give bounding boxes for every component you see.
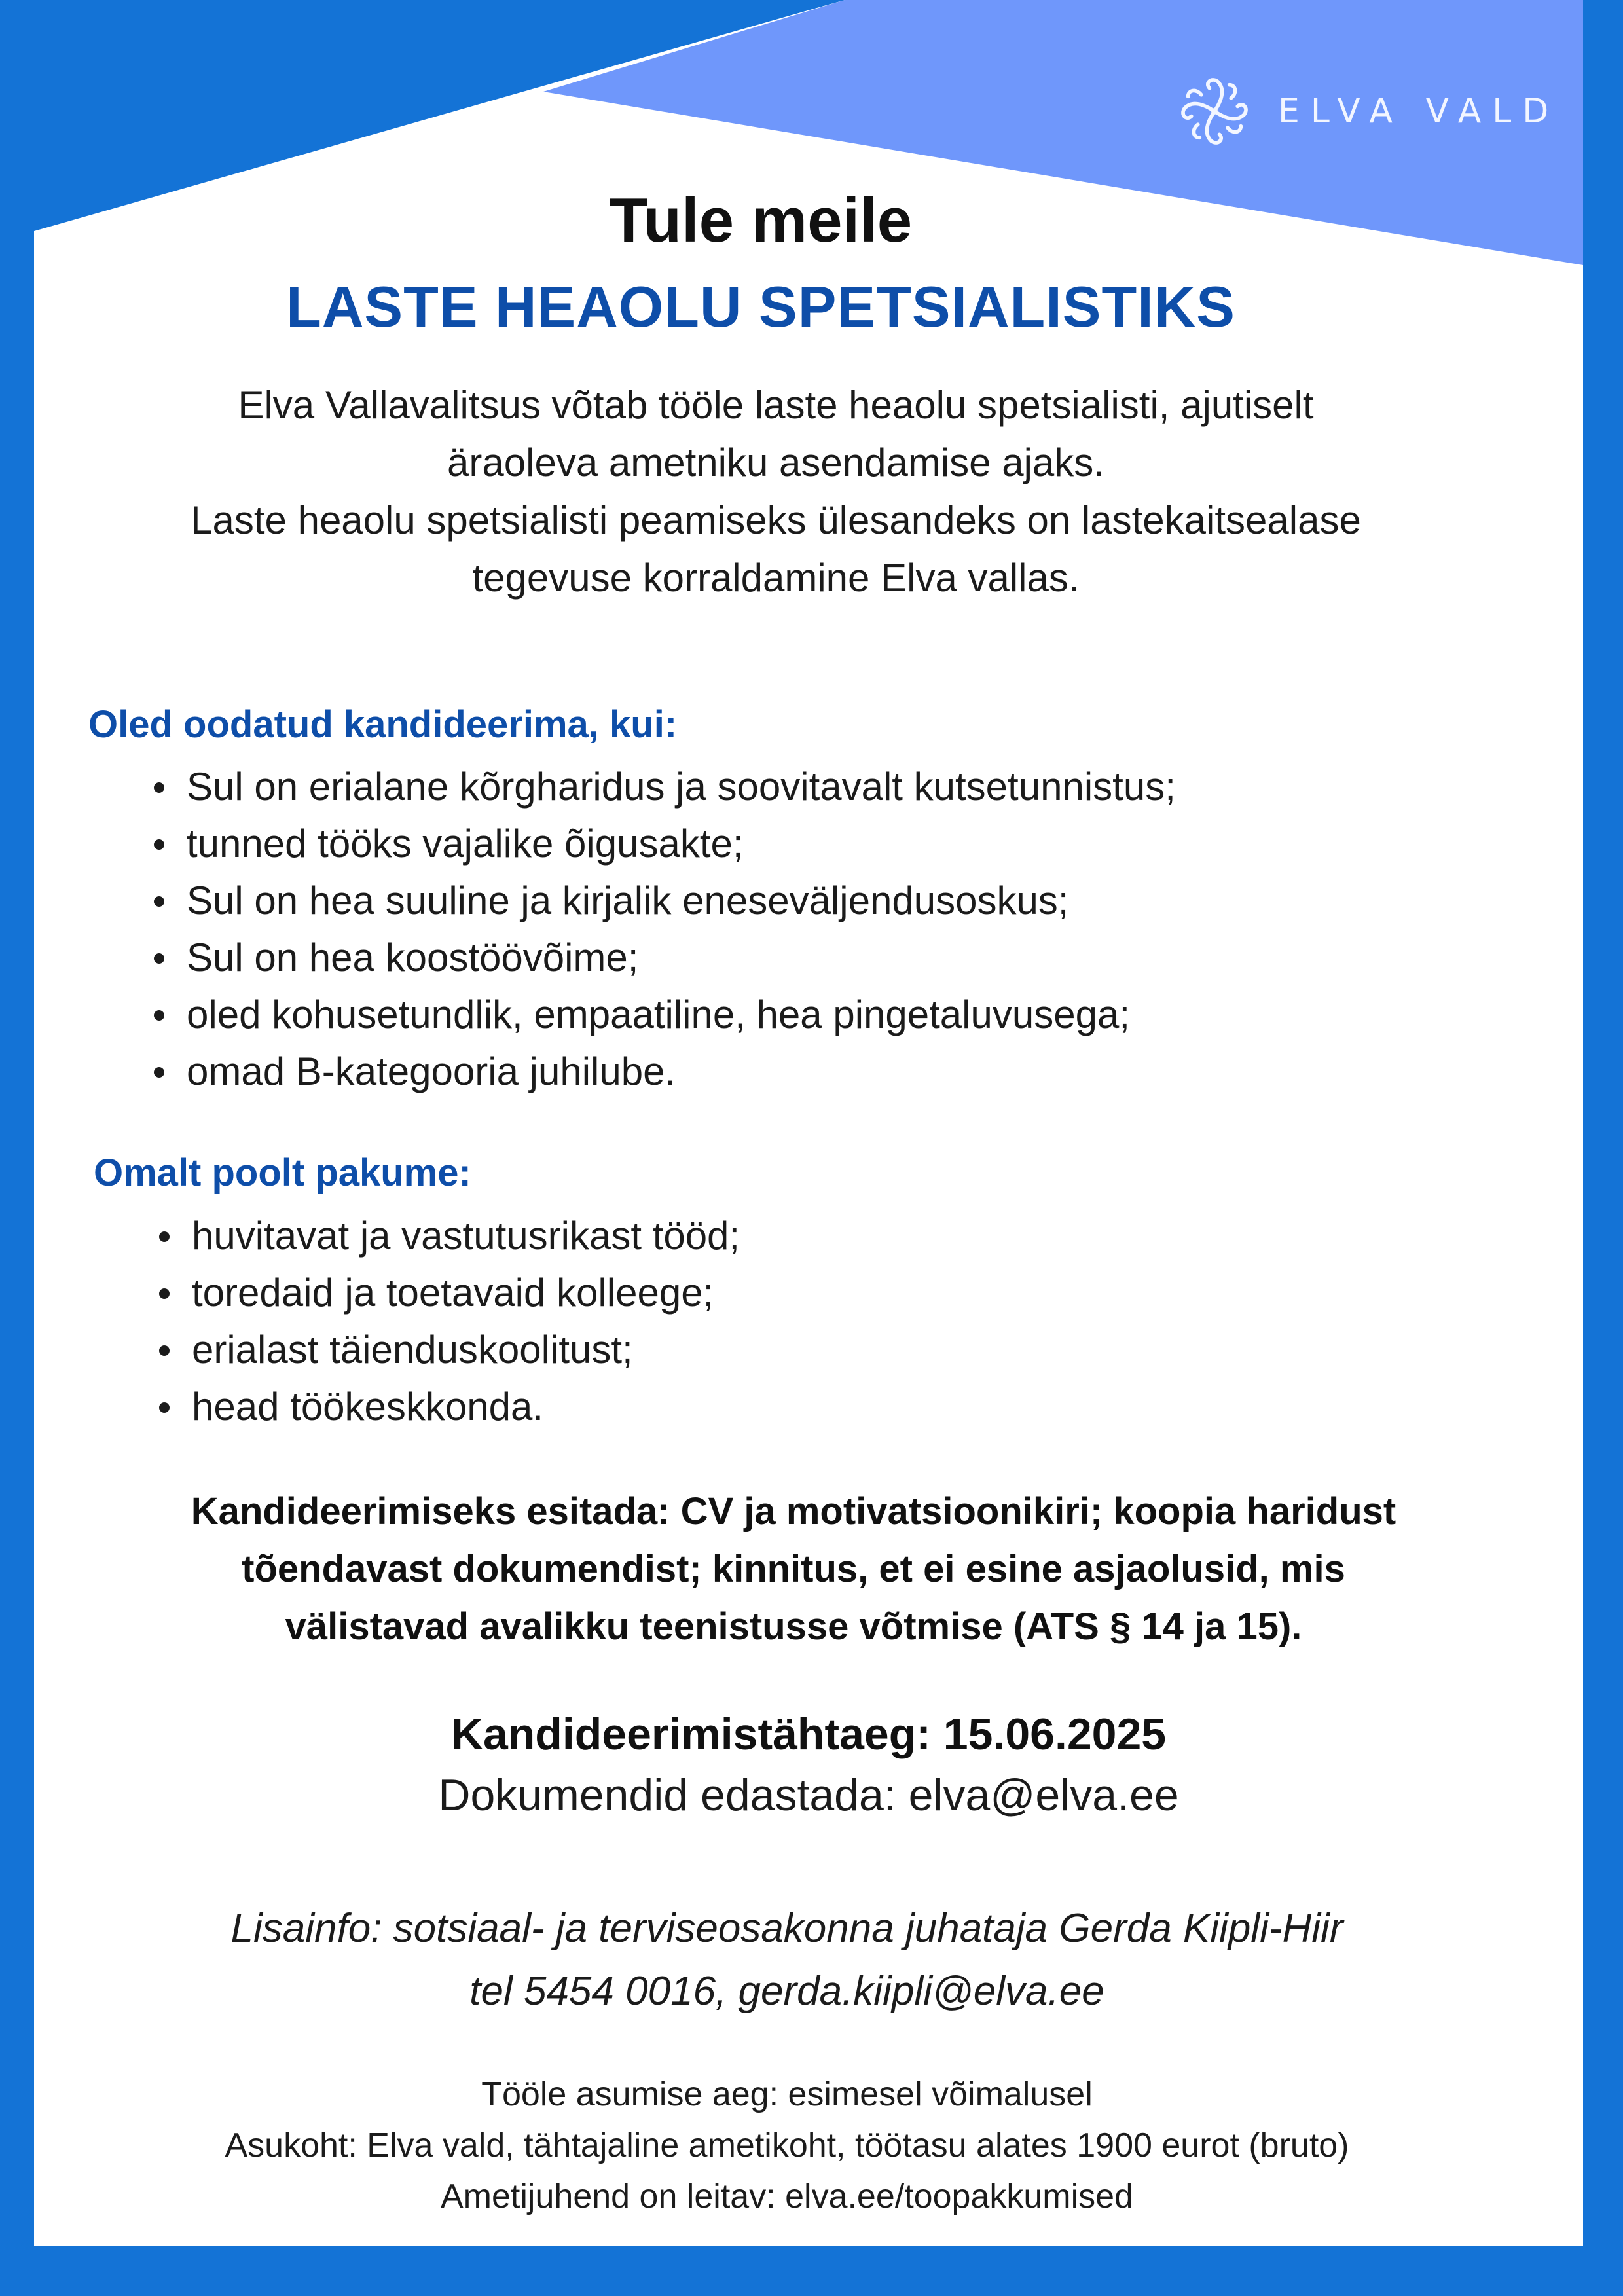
- list-item: tunned tööks vajalike õigusakte;: [149, 815, 1176, 872]
- list-item: oled kohusetundlik, empaatiline, hea pingetaluvusega;: [149, 986, 1176, 1043]
- heading-intro: Tule meile: [609, 185, 913, 255]
- list-item: toredaid ja toetavaid kolleege;: [154, 1264, 740, 1321]
- contact-info: [34, 1897, 1540, 2023]
- logo-text: ELVA VALD: [1278, 92, 1560, 131]
- list-item: head töökeskkonda.: [154, 1378, 740, 1435]
- list-item: Sul on erialane kõrgharidus ja soovitavalt kutsetunnistus;: [149, 758, 1176, 815]
- requirements-title: Oled oodatud kandideerima, kui:: [88, 703, 678, 746]
- job-title: LASTE HEAOLU SPETSIALISTIKS: [286, 274, 1235, 339]
- list-item: omad B-kategooria juhilube.: [149, 1043, 1176, 1100]
- intro-line: äraoleva ametniku asendamise ajaks.: [447, 441, 1104, 484]
- contact-line: tel 5454 0016, gerda.kiipli@elva.ee: [469, 1969, 1104, 2014]
- start-time: Tööle asumise aeg: esimesel võimalusel: [481, 2075, 1093, 2113]
- documents-email: Dokumendid edastada: elva@elva.ee: [438, 1770, 1179, 1820]
- offer-list: [154, 1207, 740, 1435]
- list-item: Sul on hea suuline ja kirjalik eneseväljendusoskus;: [149, 872, 1176, 929]
- job-description-link: Ametijuhend on leitav: elva.ee/toopakkumised: [441, 2178, 1133, 2215]
- application-line: Kandideerimiseks esitada: CV ja motivatsioonikiri; koopia haridust: [191, 1490, 1396, 1533]
- list-item: Sul on hea koostöövõime;: [149, 929, 1176, 986]
- elva-ornament-icon: [1173, 70, 1256, 153]
- application-line: välistavad avalikku teenistusse võtmise (ATS § 14 ja 15).: [285, 1605, 1302, 1648]
- requirements-list: [149, 758, 1176, 1100]
- application-line: tõendavast dokumendist; kinnitus, et ei esine asjaolusid, mis: [242, 1548, 1345, 1590]
- list-item: erialast täienduskoolitust;: [154, 1321, 740, 1378]
- intro-line: Laste heaolu spetsialisti peamiseks ülesandeks on lastekaitsealase: [191, 498, 1361, 542]
- intro-line: Elva Vallavalitsus võtab tööle laste heaolu spetsialisti, ajutiselt: [238, 383, 1314, 427]
- application-deadline: Kandideerimistähtaeg: 15.06.2025: [450, 1709, 1167, 1759]
- intro-text: [34, 376, 1518, 607]
- application-requirements: [34, 1483, 1553, 1656]
- offer-title: Omalt poolt pakume:: [94, 1152, 471, 1194]
- footer-details: [34, 2069, 1540, 2222]
- elva-vald-logo: [1173, 68, 1560, 155]
- intro-line: tegevuse korraldamine Elva vallas.: [472, 556, 1080, 600]
- list-item: huvitavat ja vastutusrikast tööd;: [154, 1207, 740, 1264]
- contact-line: Lisainfo: sotsiaal- ja terviseosakonna juhataja Gerda Kiipli-Hiir: [230, 1906, 1343, 1951]
- location-info: Asukoht: Elva vald, tähtajaline ametikoht, töötasu alates 1900 eurot (bruto): [225, 2126, 1349, 2164]
